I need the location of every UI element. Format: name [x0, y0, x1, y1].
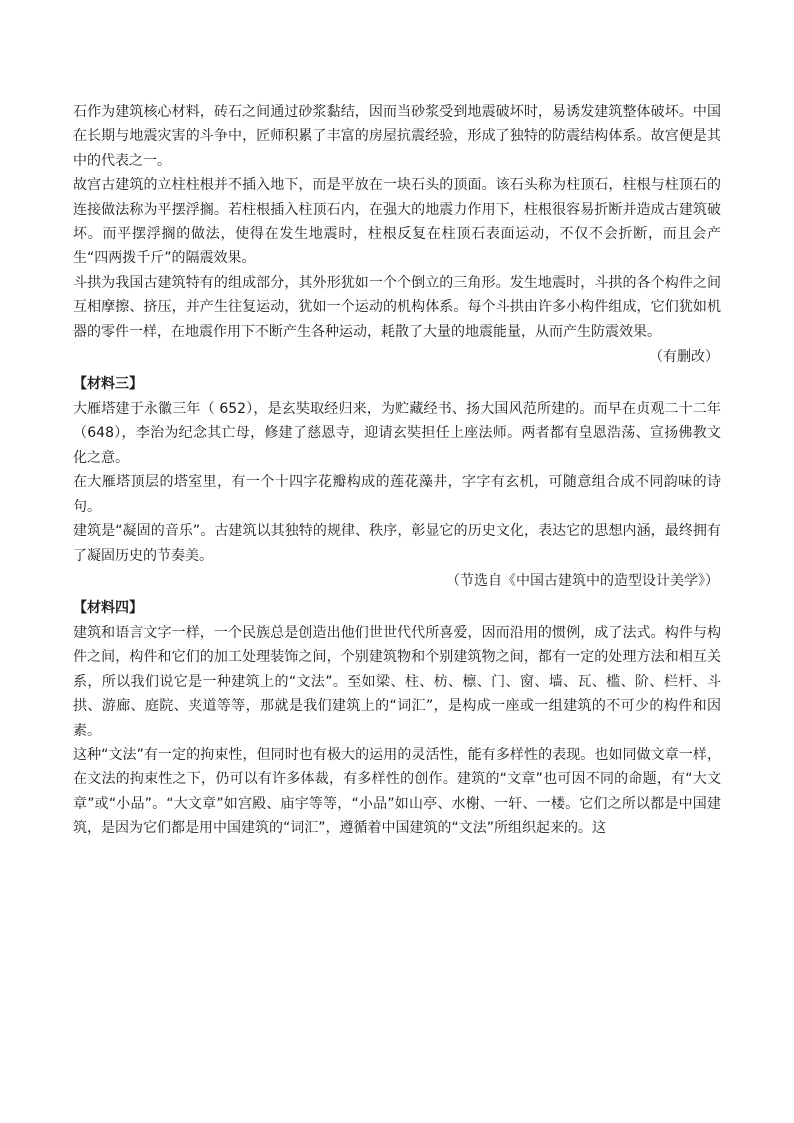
paragraph-column-base: 故宫古建筑的立柱柱根并不插入地下，而是平放在一块石头的顶面。该石头称为柱顶石，柱根与柱顶石的连接做法称为平摆浮搁。若柱根插入柱顶石内，在强大的地震力作用下，柱根很容易折断并造成古建筑破坏。而平摆浮搁的做法，使得在发生地震时，柱根反复在柱顶石表面运动，不仅不会折断，而且会产生“四两拨千斤”的隔震效果。 — [73, 177, 721, 267]
paragraph-dougong: 斗拱为我国古建筑特有的组成部分，其外形犹如一个个倒立的三角形。发生地震时，斗拱的各个构件之间互相摩擦、挤压，并产生往复运动，犹如一个运动的机构体系。每个斗拱由许多小构件组成，它们犹如机器的零件一样，在地震作用下不断产生各种运动，耗散了大量的地震能量，从而产生防震效果。 — [73, 274, 721, 340]
source-note-material-three: （节选自《中国古建筑中的造型设计美学》） — [446, 572, 719, 589]
paragraph-big-wild-goose-pagoda: 大雁塔建于永徽三年（ 652），是玄奘取经归来，为贮藏经书、扬大国风范所建的。而早在贞观二十二年（648），李治为纪念其亡母，修建了慈恩寺，迎请玄奘担任上座法师。两者都有皇恩浩荡、宣扬佛教文化之意。 — [73, 401, 721, 466]
document-body — [73, 100, 721, 841]
paragraph-grammar-flexibility: 这种“文法”有一定的拘束性，但同时也有极大的运用的灵活性，能有多样性的表现。也如同做文章一样，在文法的拘束性之下，仍可以有许多体裁，有多样性的创作。建筑的“文章”也可因不同的命题，有“大文章”或“小品”。“大文章”如宫殿、庙宇等等，“小品”如山亭、水榭、一轩、一楼。它们之所以都是中国建筑，是因为它们都是用中国建筑的“词汇”，遵循着中国建筑的“文法”所组织起来的。这 — [73, 746, 721, 837]
heading-material-four: 【材料四】 — [73, 599, 143, 616]
source-note-material-two: （有删改） — [649, 349, 719, 366]
paragraph-architectural-grammar: 建筑和语言文字一样，一个民族总是创造出他们世世代代所喜爱，因而沿用的惯例，成了法式。构件与构件之间，构件和它们的加工处理装饰之间，个别建筑物和个别建筑物之间，都有一定的处理方法和相互关系，所以我们说它是一种建筑上的“文法”。至如梁、柱、枋、檩、门、窗、墙、瓦、槛、阶、栏杆、斗拱、游廊、庭院、夹道等等，那就是我们建筑上的“词汇”，是构成一座或一组建筑的不可少的构件和因素。 — [73, 624, 721, 739]
paragraph-lotus-caisson: 在大雁塔顶层的塔室里，有一个十四字花瓣构成的莲花藻井，字字有玄机，可随意组合成不同韵味的诗句。 — [73, 474, 721, 515]
paragraph-frozen-music: 建筑是“凝固的音乐”。古建筑以其独特的规律、秩序，彰显它的历史文化，表达它的思想内涵，最终拥有了凝固历史的节奏美。 — [73, 523, 721, 564]
paragraph-stone-material: 石作为建筑核心材料，砖石之间通过砂浆黏结，因而当砂浆受到地震破坏时，易诱发建筑整体破坏。中国在长期与地震灾害的斗争中，匠师积累了丰富的房屋抗震经验，形成了独特的防震结构体系。故宫便是其中的代表之一。 — [73, 104, 721, 169]
heading-material-three: 【材料三】 — [73, 376, 143, 393]
